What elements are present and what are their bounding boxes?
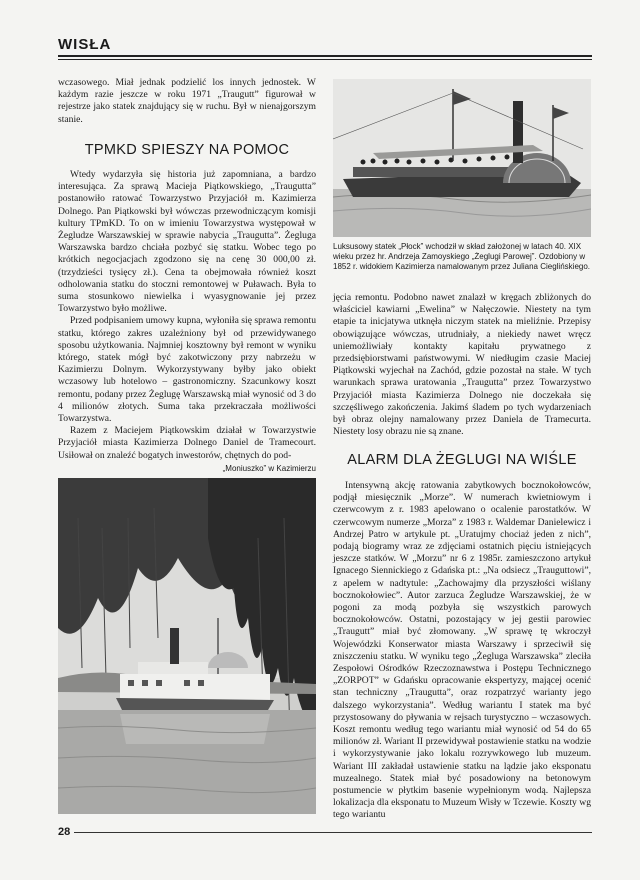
photo-caption-moniuszko: „Moniuszko” w Kazimierzu: [222, 464, 316, 473]
header-rule-thin: [58, 59, 592, 60]
photo-caption-plock: Luksusowy statek „Płock” wchodził w skład założonej w latach 40. XIX wieku przez hr. Andrzeja Zamoyskiego „Żeglugi Parowej”. Ozdobiony w 1852 r. widokiem Kazimierza namalowanym przez Juliana Cieglińskiego.: [333, 242, 591, 271]
steamship-illustration: [333, 79, 591, 237]
paragraph: Przed podpisaniem umowy kupna, wyłoniła się sprawa remontu statku, którego zakres uzależniony był od przewidywanego sposobu użytkowania. Najmniej kosztowny był remont w wyniku którego, statek mógł być zakotwiczony przy nabrzeżu w Kazimierzu Dolnym. Wykorzystywany byłby jako obiekt wczasowy lub hotelowo – gastronomiczny. Szacunkowy koszt remontu, podany przez Żeglugę Warszawską miał wynosić od 3 do 4 milionów złotych. Suma taka przekraczała możliwości Towarzystwa.: [58, 315, 316, 425]
running-title: WISŁA: [58, 36, 112, 53]
moniuszko-illustration: [58, 478, 316, 814]
right-middle-text: [333, 292, 591, 438]
page-number: 28: [58, 826, 71, 838]
section1-body: [58, 169, 316, 462]
paragraph: Wtedy wydarzyła się historia już zapomniana, a bardzo interesująca. Za sprawą Macieja Piątkowskiego, „Traugutta” postanowiło ratować Towarzystwo Przyjaciół m. Kazimierza Dolnego. Pan Piątkowski był wówczas przewodniczącym komisji kultury TPmKD. To on w imieniu Towarzystwa występował w Żegludze Warszawskiej w sprawie nabycia „Traugutta”. Żegluga Warszawska bardzo chciała pozbyć się statku. Wobec tego po krótkich negocjacjach zgodzono się na cenę 30 000,00 zł. (trzydzieści tysięcy zł.). Cena ta obejmowała również koszt odholowania statku do stoczni remontowej w Puławach. Była to suma stosunkowo niewielka i wyasygnowanie jej przez Towarzystwo było możliwe.: [58, 169, 316, 315]
paragraph: Razem z Maciejem Piątkowskim działał w Towarzystwie Przyjaciół miasta Kazimierza Dolnego Daniel de Tramecourt. Usiłował on znaleźć bogatych inwestorów, chętnych do pod-: [58, 425, 316, 461]
left-top-text: [58, 77, 316, 126]
photo-steamship-plock: [333, 79, 591, 237]
paragraph: Intensywną akcję ratowania zabytkowych bocznokołowców, podjął miesięcznik „Morze”. W numerach kwietniowym i czerwcowym z r. 1983 apelowano o ocalenie parostatków. W czerwcowym numerze „Morza” z 1983 r. Waldemar Danielewicz i Andrzej Patro w artykule pt. „Uratujmy chociaż jeden z nich”, podają biogramy wraz ze zdjęciami ostatnich pięciu istniejących jeszcze statków. W „Morzu” nr 6 z 1985r. zamieszczono artykuł Ignacego Siennickiego z Gdańska pt.: „Na odsiecz „Trauguttowi”, z apelem w nadtytule: „Zachowajmy dla przyszłości wiślany bocznokołowiec”. Autor zarzuca Żegludze Warszawskiej, że w pogoni za modą pozbyła się wszystkich parowych bocznokołowców. Ostatni, pozostający w jej gestii parowiec „Traugutt” miał być złomowany. „W sprawę tę wkroczył Wojewódzki Konserwator miasta Warszawy i sprzeciwił się zniszczeniu statku. W wyniku tego „Żegluga Warszawska” zleciła Zespołowi Ośrodków Rzeczoznawstwa i Postępu Technicznego „ZORPOT” w Gdańsku opracowanie ekspertyzy, mającej ocenić stan techniczny „Traugutta”, oraz rozpatrzyć warianty jego dalszego wykorzystania”. Według wariantu I statek ma być przystosowany do pływania w rejsach turystyczno – wczasowych. Koszt remontu według tego wariantu miał wynosić od 54 do 65 milionów zł. Wariant II przewidywał postawienie statku na wodzie i wykorzystywanie jako lokalu rozrywkowego lub muzeum. Wariant III zakładał ustawienie statku na lądzie jako eksponatu muzealnego. Statek miał być posadowiony na betonowym postumencie w płytkim basenie wypełnionym wodą. Najlepsza lokalizacja dla eksponatu to Muzeum Wisły w Tczewie. Koszty wg tego wariantu: [333, 480, 591, 821]
section-heading-tpmkd: TPMKD SPIESZY NA POMOC: [84, 142, 290, 158]
continued-paragraph: jęcia remontu. Podobno nawet znalazł w kręgach zbliżonych do właściciel kawiarni „Ewelina” w Nałęczowie. Niestety na tym etapie ta inicjatywa utknęła niczym statek na mieliźnie. Przepisy obowiązujące wówczas, utrudniały, a niekiedy nawet wręcz uniemożliwiały kontakty kapitału prywatnego z przedsiębiorstwami państwowymi. W niedługim czasie Maciej Piątkowski wyjechał na Zachód, gdzie pozostał na stałe. W tych warunkach sprawa uratowania „Traugutta” przez Towarzystwo Przyjaciół miasta Kazimierza Dolnego nie doczekała się szczęśliwego zakończenia. Jakimś śladem po tych wydarzeniach był obraz olejny namalowany przez Daniela de Tramecurta. Niestety losy obrazu nie są znane.: [333, 292, 591, 438]
photo-steamship-moniuszko: [58, 478, 316, 814]
section-heading-alarm: ALARM DLA ŻEGLUGI NA WIŚLE: [347, 452, 577, 468]
section2-body: [333, 480, 591, 822]
continued-paragraph: wczasowego. Miał jednak podzielić los innych jednostek. W każdym razie jeszcze w roku 1971 „Traugutt” figurował w rejestrze jako statek znajdujący się w ruchu. Był w nienajgorszym stanie.: [58, 77, 316, 125]
page-header: [58, 36, 592, 54]
header-rule: [58, 55, 592, 57]
footer-rule: [74, 832, 592, 833]
